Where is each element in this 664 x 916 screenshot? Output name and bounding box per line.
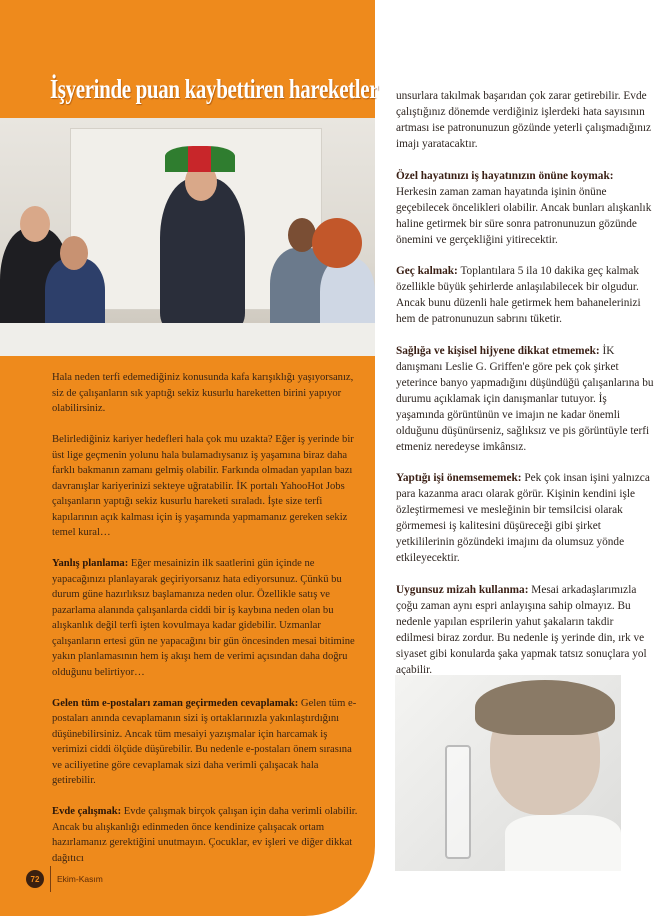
jester-hat (165, 146, 235, 172)
section-hijyen (396, 343, 654, 455)
section-heading: Yaptığı işi önemsememek: (396, 472, 522, 484)
woman-head (60, 236, 88, 270)
head-left (20, 206, 50, 242)
section-yanlis-planlama (52, 556, 358, 680)
hourglass-icon (445, 745, 471, 859)
section-heading: Sağlığa ve kişisel hijyene dikkat etmemek: (396, 344, 600, 357)
section-body: Mesai arkadaşlarımızla çoğu zaman aynı espri anlayışına sahip olmayız. Bu nedenle yapılan esprilerin yahut şakaların takdir edilmesi biraz zordur. Bu nedenle iş yerinde din, ırk ve siyaset gibi konularda şaka yapmak tatsız sonuçlara yol açabilir. (396, 583, 647, 676)
right-column (396, 88, 654, 693)
section-evde-calismak (52, 804, 358, 866)
section-body: Evde çalışmak birçok çalışan için daha verimli olabilir. Ancak bu alışkanlığı edinmeden önce kendinize çalışacak ortam hazırlamanız gerektiğini unutmayın. Çocuklar, ev işleri ve diğer dikkat dağıtıcı (52, 806, 358, 864)
intro-paragraph: Belirlediğiniz kariyer hedefleri hala çok mu uzakta? Eğer iş yerinde bir üst lige geçmenin yolunu hala bulamadıysanız iş yaşamına biraz daha farklı bakmanın zamanı gelmiş olabilir. Farkında olmadan yapılan bazı davranışlar kariyerinizi sekteye uğratabilir. İK portalı YahooHot Jobs çalışanların yaptığı sekiz kusurlu hareketi sıraladı. İşte size terfi kapılarının açık kalması için iş yaşamında yapmamanız gereken sekiz temel kural… (52, 434, 354, 538)
man-hair (475, 680, 615, 735)
section-continued: unsurlara takılmak başarıdan çok zarar getirebilir. Evde çalıştığınız dönemde verdiğiniz işlerdeki hata sayısının artması ise patronunuzun gözünde yeterli çalışmadığınız imajı yaratacaktır. (396, 90, 652, 150)
redhead (312, 218, 362, 268)
shirt (505, 815, 621, 871)
section-body: Eğer mesainizin ilk saatlerini gün içinde ne yapacağınızı planlayarak geçiriyorsanız hata ediyorsunuz. Çünkü bu durum güne hazırlıksız başlamanıza neden olur. Özellikle satış ve pazarlama alanında çalışanlarda ciddi bir iş kaybına neden olan bu alışkanlık değil terfi işten kovulmaya kadar gidebilir. Uzmanlar çalışanların ertesi gün ne yapacağını bir gün öncesinden mesai bitimine yakın planlamasının hem iş akışı hem de verimi açısından daha doğru olduğunu belirtiyor… (52, 558, 355, 678)
section-heading: Gelen tüm e-postaları zaman geçirmeden cevaplamak: (52, 697, 299, 709)
divider (50, 866, 51, 892)
section-ozel-hayat (396, 168, 654, 248)
page-footer (26, 866, 103, 892)
section-body: İK danışmanı Leslie G. Griffen'e göre pek çok şirket yeterince banyo yapmadığını düşündüğü çalışanlarına bu durumu açıklamak için danışmanlar tutuyor. İş yaşamında görüntünün ve imajın ne kadar önemli olduğunu düşünürseniz, sağlıksız ve pis görüntüyle terfi etmeniz neredeyse imkânsız. (396, 344, 654, 453)
article-title: İşyerinde puan kaybettiren hareketler (50, 74, 379, 104)
section-heading: Uygunsuz mizah kullanma: (396, 583, 529, 596)
section-onemsememek (396, 470, 654, 566)
section-mizah (396, 582, 654, 678)
section-body: Herkesin zaman zaman hayatında işinin önüne geçebilecek öncelikleri olabilir. Ancak bunları alışkanlık haline getirmek bir süre sonra patronunuzun gözünde önemini ve gerçekliğini yitirecektir. (396, 185, 652, 246)
page-number: 72 (26, 870, 44, 888)
left-column (52, 370, 358, 882)
section-body: Toplantılara 5 ila 10 dakika geç kalmak özellikle büyük şehirlerde anlaşılabilecek bir olgudur. Ancak bunu düzenli hale getirmek hem bahanelerinizi hem de patronunuzun sabrını tüketir. (396, 265, 641, 325)
section-heading: Geç kalmak: (396, 265, 458, 277)
section-gec-kalmak (396, 263, 654, 327)
section-e-postalar (52, 696, 358, 789)
section-heading: Özel hayatınızı iş hayatınızın önüne koymak: (396, 169, 614, 182)
intro-paragraph: Hala neden terfi edemediğiniz konusunda kafa karışıklığı yaşıyorsanız, siz de çalışanların sık yaptığı sekiz kusurlu hareketten birini yapıyor olabilirsiniz. (52, 372, 354, 414)
issue-label: Ekim-Kasım (57, 874, 103, 884)
section-heading: Evde çalışmak: (52, 806, 122, 817)
section-body: Pek çok insan işini yalnızca para kazanma aracı olarak görür. Kişinin kendini işle özleştirmemesi ve mesleğinin bir temsilcisi olarak görmemesi iş kalitesini düşüreceği gibi şirket yetkililerinin gözündeki imajını da olumsuz yönde etkileyecektir. (396, 472, 650, 564)
section-body: Gelen tüm e-postaları anında cevaplamanın sizi iş ortaklarınızla yakınlaştırdığını düşünebilirsiniz. Ancak tüm mesaiyi yazışmalar için harcamak iş verimizi ciddi ölçüde düşürebilir. Bu nedenle e-postaları önem sırasına ve aciliyetine göre cevaplamak sizi daha verimli çalışacak hala getirebilir. (52, 697, 357, 786)
stressed-man-hourglass-photo (395, 675, 621, 871)
meeting-photo (0, 118, 375, 356)
meeting-table (0, 323, 375, 356)
section-heading: Yanlış planlama: (52, 558, 129, 569)
